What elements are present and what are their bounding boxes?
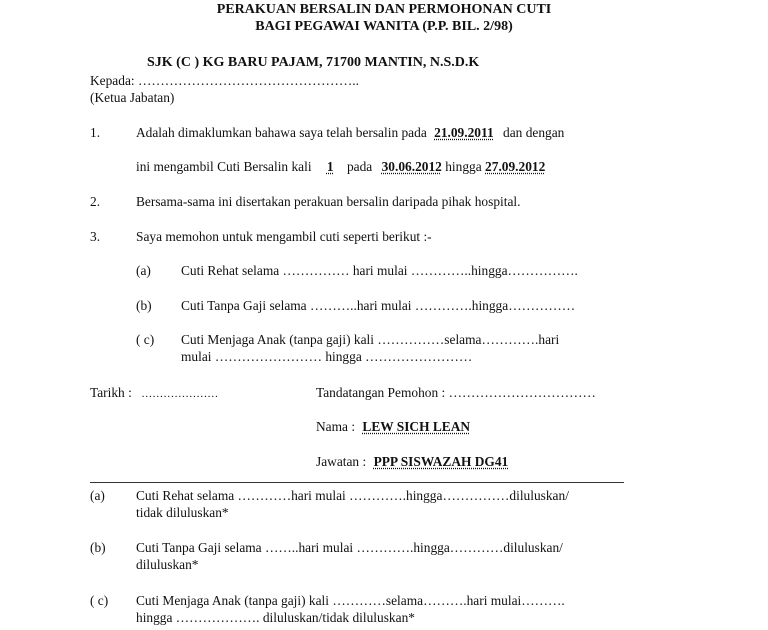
approval-a-label: (a) [90, 488, 105, 503]
item1-line2 [136, 159, 545, 175]
nama-line [316, 419, 470, 435]
item3-a-label: (a) [136, 263, 151, 278]
nama-label: Nama : [316, 419, 356, 434]
item3-b-label: (b) [136, 298, 152, 313]
approval-c-text2: hingga ………………. diluluskan/tidak diluluskan* [136, 610, 415, 625]
approval-b-text1: Cuti Tanpa Gaji selama ……..hari mulai ………….hingga…………diluluskan/ [136, 540, 563, 555]
nama-value: LEW SICH LEAN [362, 419, 471, 434]
jawatan-label: Jawatan : [316, 454, 367, 469]
ketua-jabatan: (Ketua Jabatan) [90, 90, 175, 105]
jawatan-line [316, 454, 508, 470]
birth-date: 21.09.2011 [434, 125, 494, 140]
item3-text: Saya memohon untuk mengambil cuti seperti berikut :- [136, 229, 432, 244]
item1-text-a: Adalah dimaklumkan bahawa saya telah bersalin pada [136, 125, 427, 140]
item3-a-text: Cuti Rehat selama …………… hari mulai …………..hingga……………. [181, 263, 578, 278]
kepada-dots: ………………………………………….. [137, 73, 359, 88]
approval-c-label: ( c) [90, 593, 109, 608]
leave-start-date: 30.06.2012 [381, 159, 442, 174]
item3-c-text2: mulai …………………… hingga …………………… [181, 349, 473, 364]
item1-text-b: dan dengan [503, 125, 565, 140]
approval-b-text2: diluluskan* [136, 557, 199, 572]
kepada-line [90, 73, 359, 89]
item2-number: 2. [90, 194, 101, 209]
item3-b-text: Cuti Tanpa Gaji selama ………..hari mulai ………….hingga…………… [181, 298, 576, 313]
item2-text: Bersama-sama ini disertakan perakuan bersalin daripada pihak hospital. [136, 194, 521, 209]
tarikh-dots: ………………… [141, 388, 219, 400]
form-title-line1: PERAKUAN BERSALIN DAN PERMOHONAN CUTI [216, 2, 552, 17]
item3-c-label: ( c) [136, 332, 155, 347]
kepada-label: Kepada: [90, 73, 135, 88]
approval-a-text1: Cuti Rehat selama …………hari mulai ………….hingga……………diluluskan/ [136, 488, 569, 503]
item1-number: 1. [90, 125, 101, 140]
jawatan-value: PPP SISWAZAH DG41 [373, 454, 509, 469]
approval-b-label: (b) [90, 540, 106, 555]
tarikh-line [90, 385, 218, 401]
leave-count: 1 [326, 159, 334, 174]
approval-a-text2: tidak diluluskan* [136, 505, 229, 520]
approval-c-text1: Cuti Menjaga Anak (tanpa gaji) kali …………selama……….hari mulai………. [136, 593, 565, 608]
item1-text-d: pada [346, 159, 373, 174]
form-title-line2: BAGI PEGAWAI WANITA (P.P. BIL. 2/98) [255, 19, 513, 34]
section-divider [90, 482, 624, 483]
item1-text-c: ini mengambil Cuti Bersalin kali [136, 159, 312, 174]
item3-number: 3. [90, 229, 101, 244]
tarikh-label: Tarikh : [90, 385, 132, 400]
tandatangan-pemohon: Tandatangan Pemohon : …………………………… [316, 385, 596, 400]
item1-text-e: hingga [445, 159, 482, 174]
item3-c-text1: Cuti Menjaga Anak (tanpa gaji) kali ……………selama………….hari [181, 332, 560, 347]
item1-line1 [136, 125, 564, 141]
leave-end-date: 27.09.2012 [485, 159, 546, 174]
school-address: SJK (C ) KG BARU PAJAM, 71700 MANTIN, N.S.D.K [147, 55, 480, 70]
